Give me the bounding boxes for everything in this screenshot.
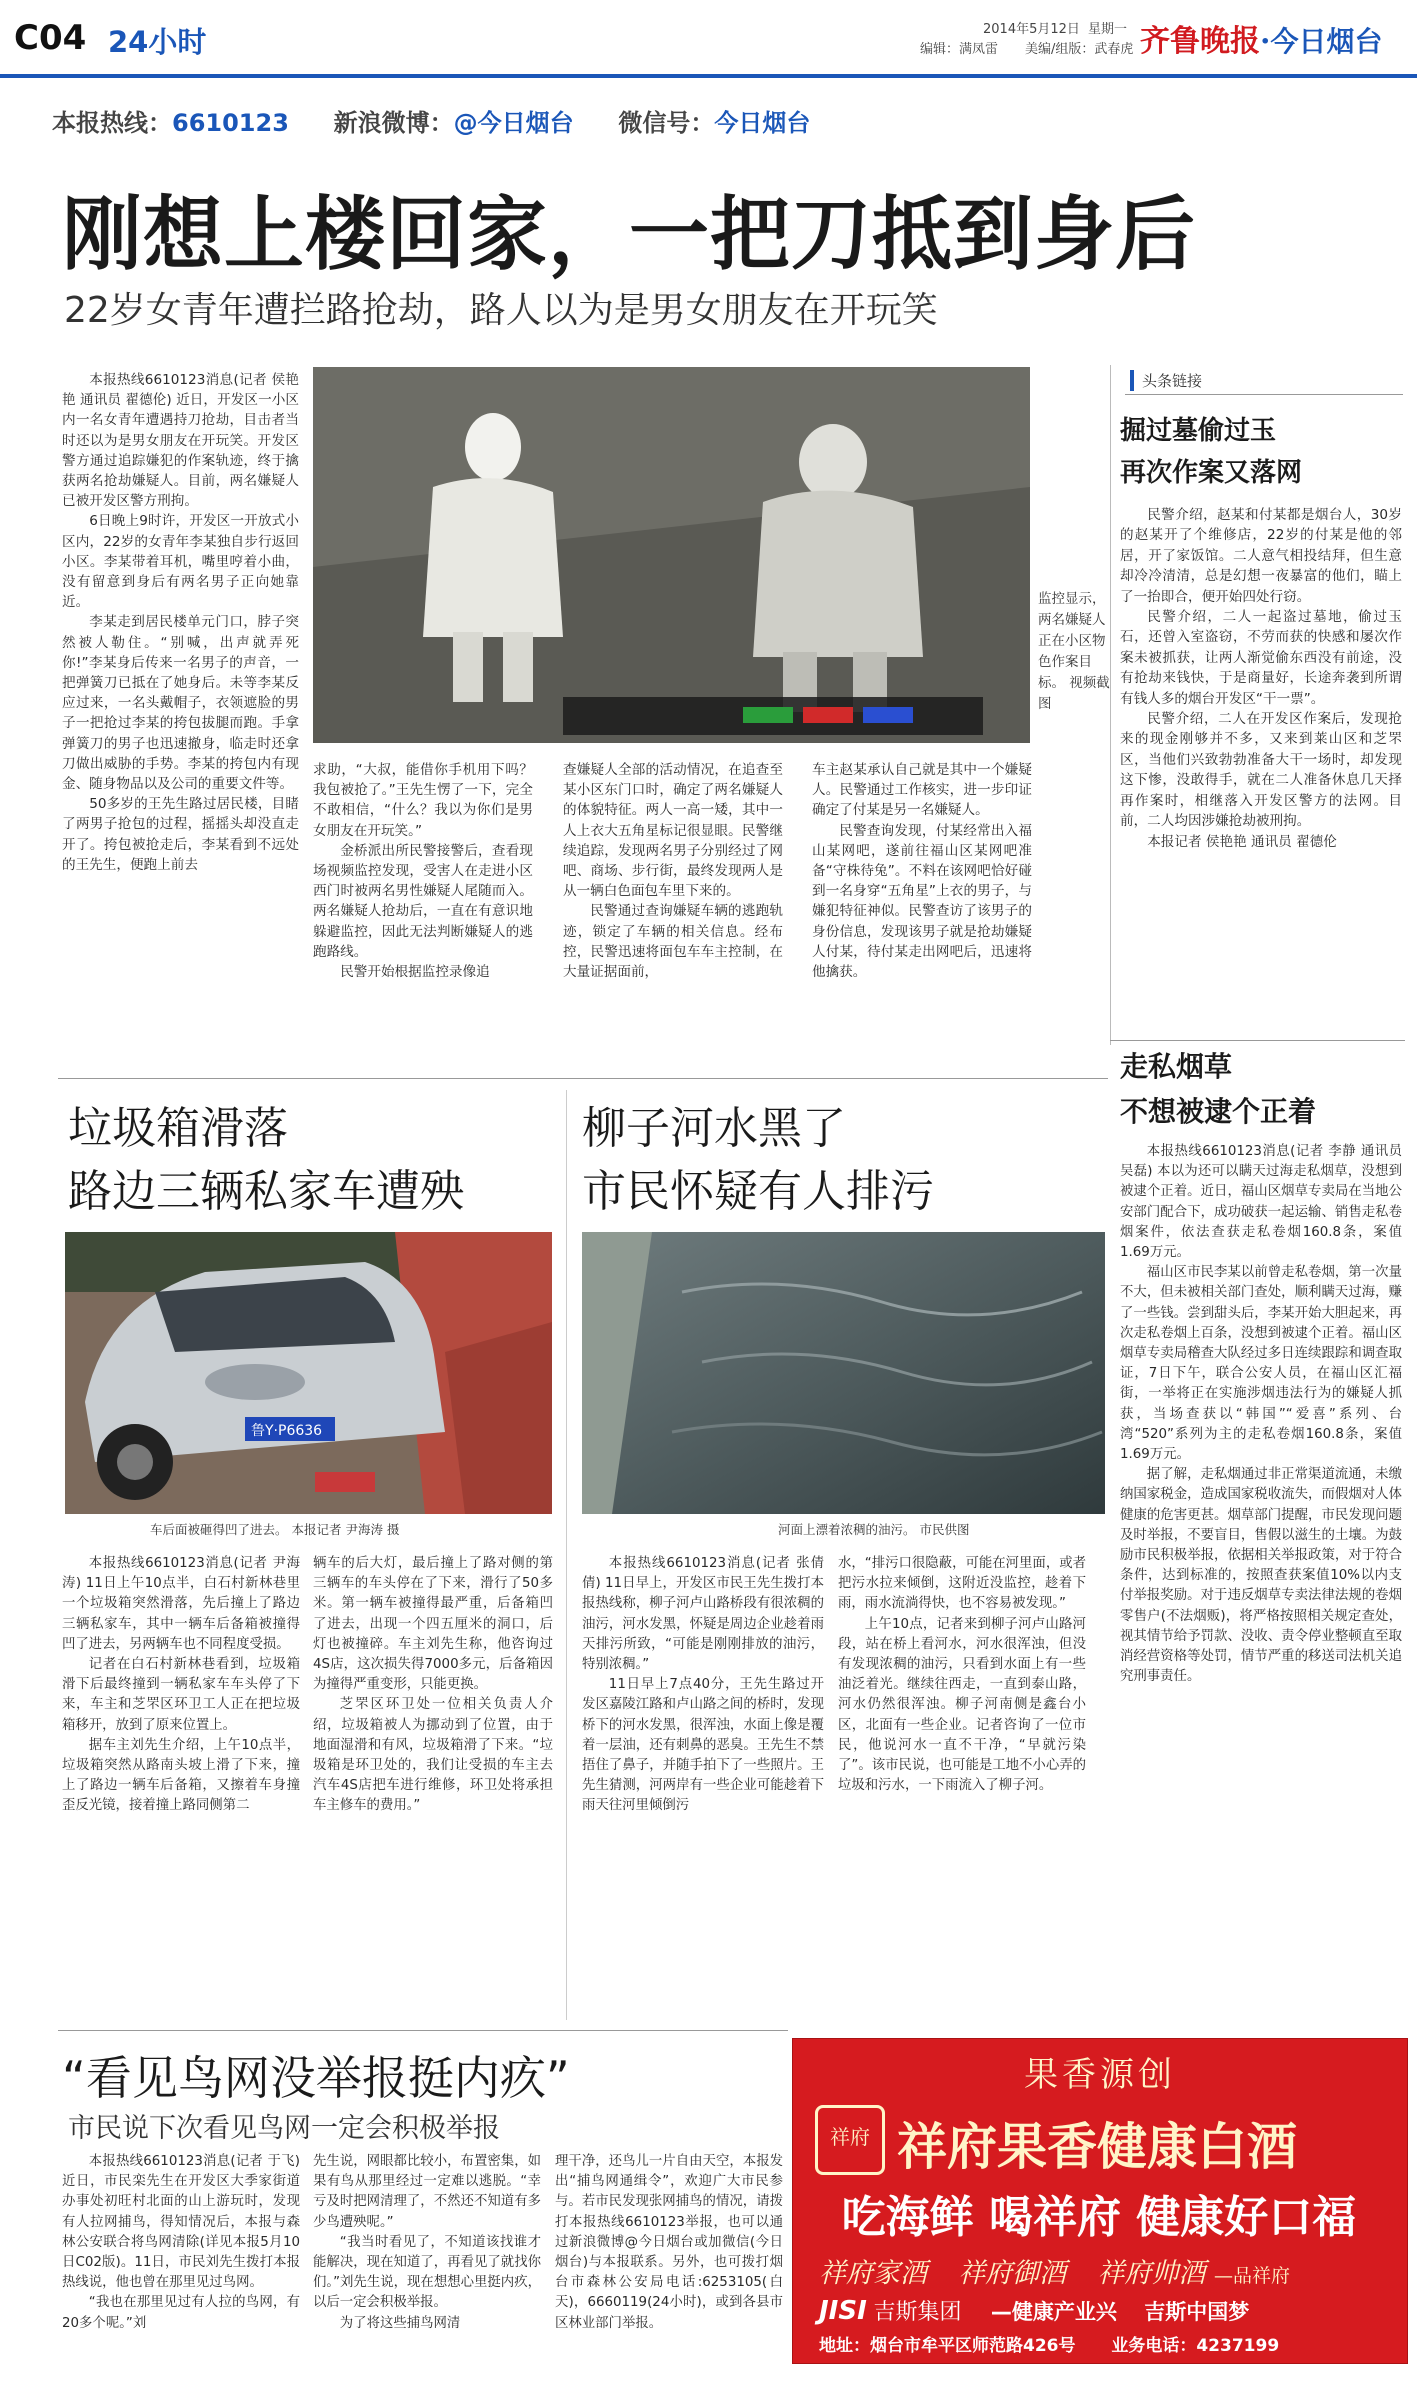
bird-para: 先生说，网眼都比较小，布置密集，如果有鸟从那里经过一定难以逃脱。“幸亏及时把网清理了，不然还不知道有多少鸟遭殃呢。” [313,2154,541,2230]
ad-brand: 祥府果香健康白酒 [897,2117,1297,2176]
ad-group-row [819,2295,1389,2326]
wechat-id: 今日烟台 [714,109,811,137]
brand-logo: 齐鲁晚报·今日烟台 [1140,24,1383,59]
ad-series-2: 祥府御酒 [958,2258,1067,2289]
lead-para: 金桥派出所民警接警后，查看现场视频监控发现，受害人在走进小区西门时被两名男性嫌疑人尾随而入。两名嫌疑人抢劫后，一直在有意识地躲避监控，因此无法判断嫌疑人的逃跑路线。 [313,842,533,960]
sidebar-para: 民警介绍，赵某和付某都是烟台人，30岁的赵某开了个维修店，22岁的付某是他的邻居，开了家饭馆。二人意气相投结拜，但生意却冷冷清清，总是幻想一夜暴富的他们，瞄上了一抬即合，便开始四处行窃。 [1120,507,1402,605]
trash-col-1 [62,1554,300,1817]
weibo-label: 新浪微博： [333,109,454,137]
ad-series [819,2251,1389,2290]
river-col-1 [582,1554,824,1817]
lead-col-3 [563,760,783,982]
hotline-label: 本报热线： [52,109,172,137]
bird-col-3 [555,2152,783,2334]
header-date: 2014年5月12日 [983,22,1080,37]
lead-photo-caption: 监控显示，两名嫌疑人正在小区物色作案目标。 视频截图 [1038,591,1110,712]
lead-para: 查嫌疑人全部的活动情况，在追查至某小区东门口时，确定了两名嫌疑人的体貌特征。两人一高一矮，其中一人上衣大五角星标记很显眼。民警继续追踪，发现两名男子分别经过了网吧、商场、步行街，最终发现两人是从一辆白色面包车里下来的。 [563,762,783,900]
trash-photo [65,1232,552,1514]
lead-para: 李某走到居民楼单元门口，脖子突然被人勒住。“别喊，出声就弄死你!”李某身后传来一名男子的声音，一把弹簧刀已抵在了她身后。未等李某反应过来，一名头戴帽子，衣领遮脸的男子一把抢过李某的挎包拔腿而跑。手拿弹簧刀的男子也迅速撤身，临走时还拿刀做出威胁的手势。李某的挎包内有现金、随身物品以及公司的重要文件等。 [62,614,299,793]
header-rule [0,74,1417,78]
trash-para: 据车主刘先生介绍，上午10点半，垃圾箱突然从路南头坡上滑了下来，撞上了路边一辆车后备箱，又擦着车身撞歪反光镜，接着撞上路同侧第二 [62,1737,300,1814]
lead-para: 6日晚上9时许，开发区一开放式小区内，22岁的女青年李某独自步行返回小区。李某带着耳机，嘴里哼着小曲，没有留意到身后有两名男子正向她靠近。 [62,513,299,611]
ad-series-3: 祥府帅酒 [1097,2258,1206,2289]
ad-series-4: —品祥府 [1213,2265,1290,2287]
lead-subhead: 22岁女青年遭拦路抢劫，路人以为是男女朋友在开玩笑 [64,290,938,331]
lead-para: 50多岁的王先生路过居民楼，目睹了两男子抢包的过程，摇摇头却没直走开了。挎包被抢走后，李某看到不远处的王先生，便跑上前去 [62,796,299,873]
smuggle-title-2: 不想被逮个正着 [1120,1095,1317,1128]
weibo-handle: @今日烟台 [453,109,574,137]
sidebar-tag-rule [1125,394,1403,395]
river-title-1: 柳子河水黑了 [582,1103,846,1154]
ad-box [792,2038,1408,2364]
ad-phone: 业务电话：4237199 [1111,2336,1280,2356]
ad-motto-1: —健康产业兴 [990,2300,1117,2324]
hotline-number: 6610123 [172,109,289,137]
lead-para: 民警通过查询嫌疑车辆的逃跑轨迹，锁定了车辆的相关信息。经布控，民警迅速将面包车车主控制，在大量证据面前， [563,903,783,981]
smuggle-para: 本报热线6610123消息(记者 李静 通讯员 吴磊) 本以为还可以瞒天过海走私烟草，没想到被逮个正着。近日，福山区烟草专卖局在当地公安部门配合下，成功破获一起运输、销售走私卷烟案件，依法查获走私卷烟160.8条，案值1.69万元。 [1120,1144,1402,1261]
page-header [0,0,1417,78]
plate-number: 鲁Y·P6636 [251,1423,323,1439]
ad-address: 地址：烟台市牟平区师范路426号 [819,2336,1076,2356]
trash-para: 本报热线6610123消息(记者 尹海涛) 11日上午10点半，白石村新林巷里一个垃圾箱突然滑落，先后撞上了路边三辆私家车，其中一辆车后备箱被撞得凹了进去，另两辆车也不同程度受损。 [62,1556,300,1652]
lead-headline: 刚想上楼回家，一把刀抵到身后 [62,188,1196,281]
bird-col-1 [62,2152,300,2334]
lead-para: 民警查询发现，付某经常出入福山某网吧，遂前往福山区某网吧准备“守株待兔”。不料在该网吧恰好碰到一名身穿“五角星”上衣的男子，与嫌犯特征神似。民警查访了该男子的身份信息，发现该男子就是抢劫嫌疑人付某，待付某走出网吧后，迅速将他擒获。 [812,822,1032,981]
sidebar-para: 民警介绍，二人在开发区作案后，发现抢来的现金刚够并不多，又来到莱山区和芝罘区，当他们兴致勃勃准备大干一场时，却发现这下惨，没敢得手，就在二人准备休息几天择再作案时，相继落入开发区警方的法网。目前，二人均因涉嫌抢劫被刑拘。 [1120,711,1402,830]
contact-bar [52,103,810,138]
bird-col-2 [313,2152,541,2334]
trash-photo-caption: 车后面被砸得凹了进去。 本报记者 尹海涛 摄 [150,1522,400,1537]
header-editor: 编辑：满凤雷 [920,42,999,57]
trash-col-2 [313,1554,553,1817]
smuggle-para: 福山区市民李某以前曾走私卷烟，第一次量不大，但未被相关部门查处，顺利瞒天过海，赚了一些钱。尝到甜头后，李某开始大胆起来，再次走私卷烟上百条，没想到被逮个正着。福山区烟草专卖局稽查大队经过多日连续跟踪和调查取证，7日下午，联合公安人员，在福山区汇福街，一举将正在实施涉烟违法行为的嫌疑人抓获，当场查获以“韩国”“爱喜”系列、台湾“520”系列为主的走私卷烟160.8条，案值1.69万元。 [1120,1265,1402,1463]
ad-seal-icon [815,2105,885,2175]
lead-para: 车主赵某承认自己就是其中一个嫌疑人。民警通过工作核实，进一步印证确定了付某是另一名嫌疑人。 [812,762,1032,819]
river-photo-caption: 河面上漂着浓稠的油污。 市民供图 [778,1522,970,1537]
lead-col-2 [313,760,533,982]
river-para: 本报热线6610123消息(记者 张倩倩) 11日早上，开发区市民王先生拨打本报热线称，柳子河卢山路桥段有很浓稠的油污，河水发黑，怀疑是周边企业趁着雨天排污所致，“可能是刚刚排放的油污，特别浓稠。” [582,1556,824,1673]
ad-slogan: 吃海鲜 喝祥府 健康好口福 [841,2192,1357,2243]
bird-para: “我也在那里见过有人拉的鸟网，有20多个呢。”刘 [62,2295,300,2331]
sidebar-para: 民警介绍，二人一起盗过墓地，偷过玉石，还曾入室盗窃，不劳而获的快感和屡次作案未被抓获，让两人渐觉偷东西没有前途，没有抢劫来钱快，于是商量好，长途奔袭到所谓有钱人多的烟台开发区“干一票”。 [1120,609,1402,707]
sidebar-body [1120,505,1402,852]
bird-para: 本报热线6610123消息(记者 于飞) 近日，市民栾先生在开发区大季家街道办事处初旺村北面的山上游玩时，发现有人拉网捕鸟，得知情况后，本报与森林公安联合将鸟网清除(详见本报5月10日C02版)。11日，市民刘先生拨打本报热线说，他也曾在那里见过鸟网。 [62,2154,300,2291]
river-para: 上午10点，记者来到柳子河卢山路河段，站在桥上看河水，河水很浑浊，但没有发现浓稠的油污，只看到水面上有一些油泛着光。继续往西走，一直到泰山路，河水仍然很浑浊。柳子河南侧是鑫台小区，北面有一些企业。记者咨询了一位市民，他说河水一直不干净，“早就污染了”。该市民说，也可能是工地不小心弄的垃圾和污水，一下雨流入了柳子河。 [838,1616,1086,1794]
trash-para: 记者在白石村新林巷看到，垃圾箱滑下后最终撞到一辆私家车车头停了下来，车主和芝罘区环卫工人正在把垃圾箱移开，放到了原来位置上。 [62,1657,300,1733]
bird-para: “我当时看见了，不知道该找谁才能解决，现在知道了，再看见了就找你们。”刘先生说，现在想想心里挺内疚，以后一定会积极举报。 [313,2234,541,2311]
ad-group-name: 吉斯集团 [873,2300,962,2325]
river-para: 11日早上7点40分，王先生路过开发区嘉陵江路和卢山路之间的桥时，发现桥下的河水发黑，很浑浊，水面上像是覆着一层油，还有刺鼻的恶臭。王先生不禁捂住了鼻子，并随手拍下了一些照片。王先生猜测，河两岸有一些企业可能趁着下雨天往河里倾倒污 [582,1677,824,1814]
trash-title-1: 垃圾箱滑落 [68,1103,288,1154]
trash-title-2: 路边三辆私家车遭殃 [68,1166,464,1217]
lead-col-1 [62,370,299,875]
polluted-river-icon [582,1232,1105,1514]
lead-para: 民警开始根据监控录像追 [340,964,490,981]
bird-para: 理干净，还鸟儿一片自由天空，本报发出“捕鸟网通缉令”，欢迎广大市民参与。若市民发现张网捕鸟的情况，请拨打本报热线6610123举报，也可以通过新浪微博@今日烟台或加微信(今日烟台)与本报联系。另外，也可拨打烟台市森林公安局电话:6253105(白天)，6660119(24小时)，或到各县市区林业部门举报。 [555,2154,783,2331]
lead-para: 求助，“大叔，能借你手机用下吗？我包被抢了。”王先生愣了一下，完全不敢相信，“什么？我以为你们是男女朋友在开玩笑。” [313,762,533,839]
ad-top-text: 果香源创 [1024,2055,1176,2095]
river-para: 水，“排污口很隐蔽，可能在河里面，或者把污水拉来倾倒，这附近没监控，趁着下雨，雨水流淌得快，也不容易被发现。” [838,1556,1086,1612]
bird-subhead: 市民说下次看见鸟网一定会积极举报 [68,2113,500,2144]
column-divider [566,1090,567,2020]
header-weekday: 星期一 [1088,22,1128,37]
damaged-car-icon [65,1232,552,1514]
trash-para: 芝罘区环卫处一位相关负责人介绍，垃圾箱被人为挪动到了位置，由于地面湿滑和有风，垃圾箱滑了下来。“垃圾箱是环卫处的，我们让受损的车主去汽车4S店把车进行维修，环卫处将承担车主修车的费用。” [313,1697,553,1814]
section-divider-2 [58,2030,788,2031]
trash-para: 辆车的后大灯，最后撞上了路对侧的第三辆车的车头停在了下来，滑行了50多米。第一辆车被撞得最严重，后备箱凹了进去，出现一个四五厘米的洞口，后灯也被撞碎。车主刘先生称，他咨询过4S店，这次损失得7000多元，后备箱因为撞得严重变形，只能更换。 [313,1556,553,1693]
lead-para: 本报热线6610123消息(记者 侯艳艳 通讯员 翟德伦) 近日，开发区一小区内一名女青年遭遇持刀抢劫，目击者当时还以为是男女朋友在开玩笑。开发区警方通过追踪嫌犯的作案轨迹，终于擒获两名抢劫嫌疑人。目前，两名嫌疑人已被开发区警方刑拘。 [62,372,299,510]
bird-title: “看见鸟网没举报挺内疚” [62,2051,570,2105]
brand-name: 齐鲁晚报 [1140,24,1260,59]
section-name: 24小时 [108,25,207,59]
river-title-2: 市民怀疑有人排污 [582,1166,934,1217]
lead-col-4 [812,760,1032,982]
sidebar-bottom-rule [1110,1040,1405,1041]
ad-contact-row [819,2331,1389,2356]
header-designer: 美编/组版：武春虎 [1025,42,1134,57]
lead-photo [313,367,1030,743]
river-photo [582,1232,1105,1514]
smuggle-para: 据了解，走私烟通过非正常渠道流通，未缴纳国家税金，造成国家税收流失，而假烟对人体健康的危害更甚。烟草部门提醒，市民发现问题及时举报，不要盲目，售假以滋生的土壤。为鼓励市民积极举报，依据相关举报政策，对于符合条件，达到标准的，按照查获案值10%以内支付举报奖励。对于违反烟草专卖法律法规的卷烟零售户(不法烟贩)，将严格按照相关规定查处，视其情节给予罚款、没收、责令停业整顿直至取消经营资格等处罚，情节严重的移送司法机关追究刑事责任。 [1120,1467,1402,1685]
surveillance-figures-icon [313,367,1030,743]
sidebar-title-1: 掘过墓偷过玉 [1120,416,1277,446]
page-code: C04 [14,18,87,58]
section-divider [58,1078,1108,1079]
sidebar-tag: 头条链接 [1130,370,1202,391]
sidebar-divider [1110,365,1111,1045]
bird-para: 为了将这些捕鸟网清 [339,2315,461,2331]
sidebar-byline: 本报记者 侯艳艳 通讯员 翟德伦 [1147,833,1337,850]
brand-sub: 今日烟台 [1270,25,1383,58]
river-col-2 [838,1554,1086,1796]
wechat-label: 微信号： [618,109,715,137]
ad-group-logo: JISI [819,2296,867,2326]
smuggle-title-1: 走私烟草 [1120,1050,1233,1083]
sidebar-title-2: 再次作案又落网 [1120,458,1303,488]
smuggle-body [1120,1142,1402,1687]
ad-seal-text: 祥府 [830,2125,870,2149]
ad-series-1: 祥府家酒 [819,2258,927,2289]
ad-motto-2: 吉斯中国梦 [1144,2300,1250,2324]
